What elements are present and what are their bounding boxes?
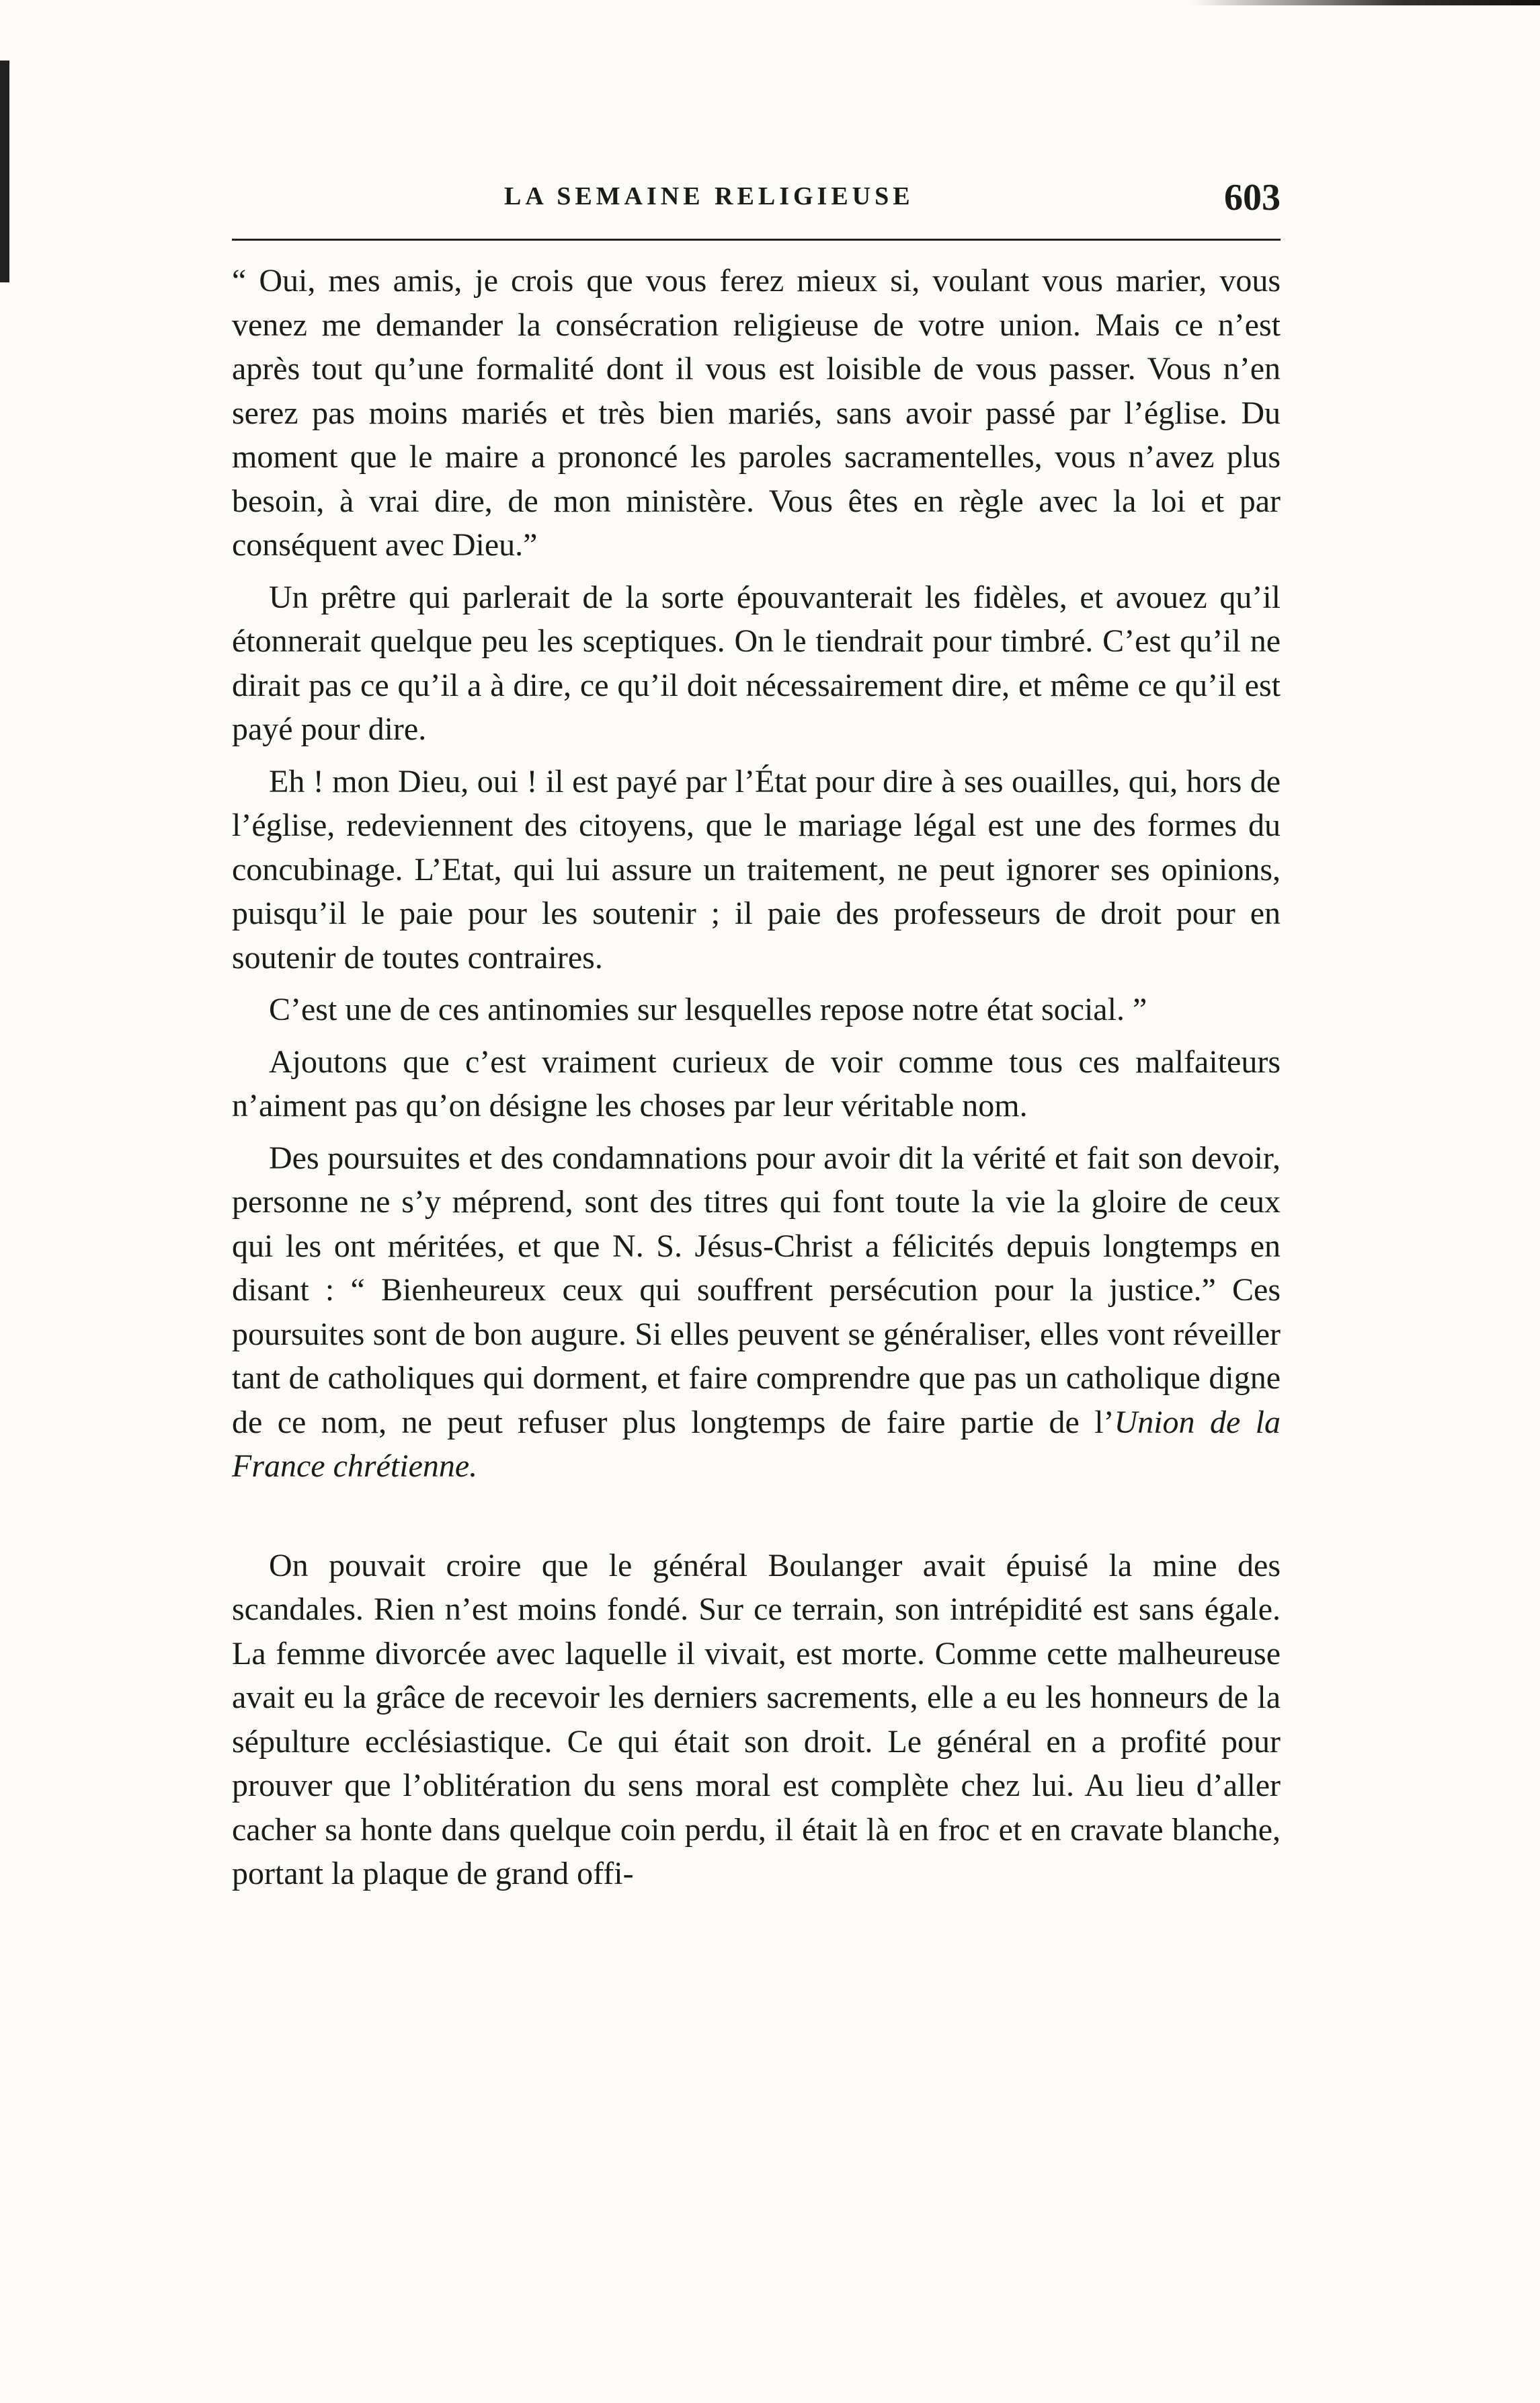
body-paragraph — [232, 1136, 1281, 1489]
body-paragraph: Un prêtre qui parlerait de la sorte épouvanterait les fidèles, et avouez qu’il étonnerait quelque peu les sceptiques. On le tiendrait pour timbré. C’est qu’il ne dirait pas ce qu’il a à dire, ce qu’il doit nécessairement dire, et même ce qu’il est payé pour dire. — [232, 579, 1281, 747]
body-paragraph-text: Des poursuites et des condamnations pour avoir dit la vérité et fait son devoir, personne ne s’y méprend, sont des titres qui font toute la vie la gloire de ceux qui les ont méritées, et que N. S. Jésus-Christ a félicités depuis longtemps en disant : “ Bienheureux ceux qui souffrent persécution pour la justice.” Ces poursuites sont de bon augure. Si elles peuvent se généraliser, elles vont réveiller tant de catholiques qui dorment, et faire comprendre que pas un catholique digne de ce nom, ne peut refuser plus longtemps de faire partie de l’ — [232, 1140, 1281, 1440]
running-title: LA SEMAINE RELIGIEUSE — [504, 182, 914, 210]
quote-paragraph: “ Oui, mes amis, je crois que vous ferez mieux si, voulant vous marier, vous venez me demander la consécration religieuse de votre union. Mais ce n’est après tout qu’une formalité dont il vous est loisible de vous passer. Vous n’en serez pas moins mariés et très bien mariés, sans avoir passé par l’église. Du moment que le maire a prononcé les paroles sacramentelles, vous n’avez plus besoin, à vrai dire, de mon ministère. Vous êtes en règle avec la loi et par conséquent avec Dieu.” — [232, 263, 1281, 563]
body-paragraph: C’est une de ces antinomies sur lesquelles repose notre état social. ” — [269, 992, 1147, 1027]
body-paragraph: On pouvait croire que le général Boulanger avait épuisé la mine des scandales. Rien n’est moins fondé. Sur ce terrain, son intrépidité est sans égale. La femme divorcée avec laquelle il vivait, est morte. Comme cette malheureuse avait eu la grâce de recevoir les derniers sacrements, elle a eu les honneurs de la sépulture ecclésiastique. Ce qui était son droit. Le général en a profité pour prouver que l’oblitération du sens moral est complète chez lui. Au lieu d’aller cacher sa honte dans quelque coin perdu, il était là en froc et en cravate blanche, portant la plaque de grand offi- — [232, 1547, 1281, 1891]
article-body — [232, 259, 1281, 1904]
header-rule — [232, 239, 1281, 241]
page-header — [229, 177, 1281, 229]
scan-top-artifact — [1190, 0, 1540, 5]
page-number: 603 — [1224, 177, 1281, 219]
scan-binding-edge — [0, 61, 9, 282]
italic-title: Union de la France chrétienne. — [232, 1404, 1281, 1484]
body-paragraph: Eh ! mon Dieu, oui ! il est payé par l’État pour dire à ses ouailles, qui, hors de l’église, redeviennent des citoyens, que le mariage légal est une des formes du concubinage. L’Etat, qui lui assure un traitement, ne peut ignorer ses opinions, puisqu’il le paie pour les soutenir ; il paie des professeurs de droit pour en soutenir de toutes contraires. — [232, 763, 1281, 976]
body-paragraph: Ajoutons que c’est vraiment curieux de voir comme tous ces malfaiteurs n’aiment pas qu’on désigne les choses par leur véritable nom. — [232, 1043, 1281, 1124]
section-gap — [232, 1497, 1281, 1544]
